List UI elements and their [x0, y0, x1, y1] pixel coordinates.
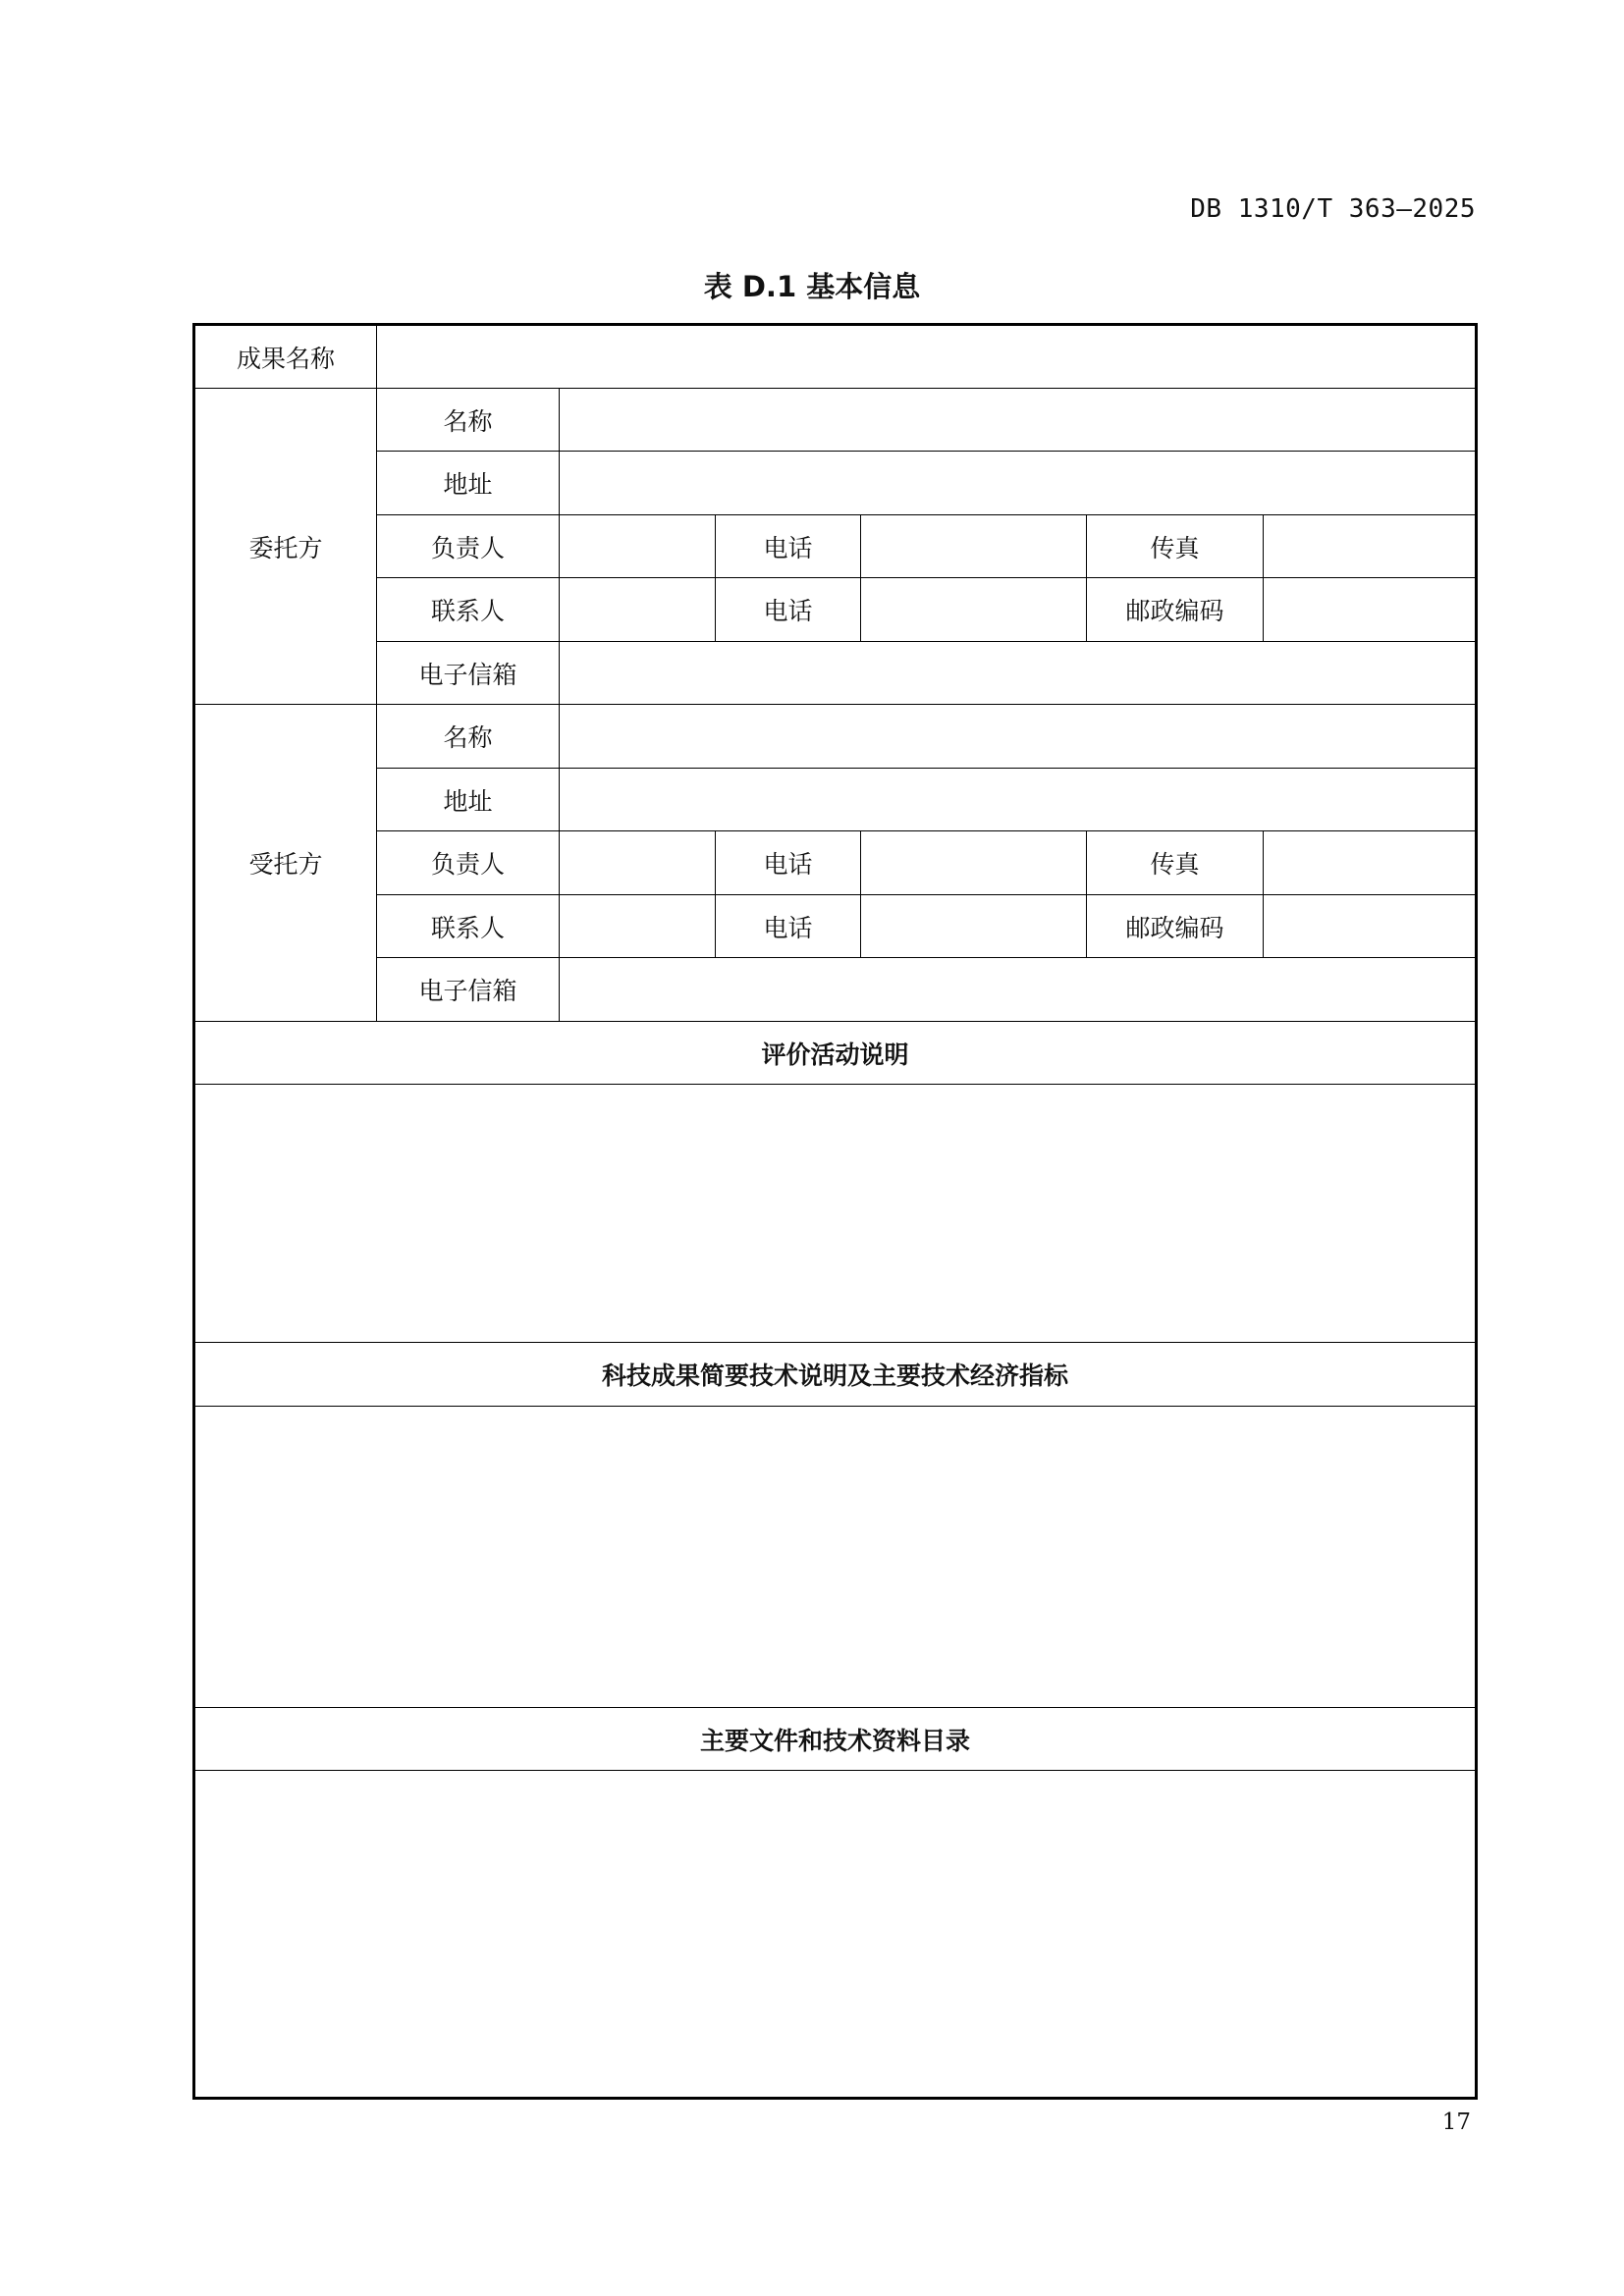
- tech-summary-section-header: 科技成果简要技术说明及主要技术经济指标: [194, 1343, 1477, 1407]
- client-contact-phone-field[interactable]: [861, 578, 1087, 642]
- contractor-contact-phone-label: 电话: [716, 895, 861, 958]
- contractor-name-label: 名称: [377, 705, 560, 769]
- contractor-fax-field[interactable]: [1264, 831, 1477, 895]
- contractor-contact-phone-field[interactable]: [861, 895, 1087, 958]
- achievement-name-field[interactable]: [377, 325, 1477, 389]
- contractor-address-label: 地址: [377, 769, 560, 831]
- contractor-phone-label: 电话: [716, 831, 861, 895]
- contractor-person-in-charge-label: 负责人: [377, 831, 560, 895]
- client-contact-label: 联系人: [377, 578, 560, 642]
- basic-info-table: [192, 323, 1478, 2100]
- client-person-in-charge-field[interactable]: [560, 515, 716, 578]
- evaluation-section-header: 评价活动说明: [194, 1022, 1477, 1085]
- documents-section-body[interactable]: [194, 1771, 1477, 2099]
- client-address-field[interactable]: [560, 452, 1477, 515]
- contractor-person-in-charge-field[interactable]: [560, 831, 716, 895]
- table-title: 表 D.1 基本信息: [703, 270, 921, 303]
- contractor-group-label: 受托方: [194, 705, 377, 1022]
- client-email-field[interactable]: [560, 642, 1477, 705]
- client-person-in-charge-label: 负责人: [377, 515, 560, 578]
- client-address-label: 地址: [377, 452, 560, 515]
- contractor-name-field[interactable]: [560, 705, 1477, 769]
- page-number: 17: [1441, 2109, 1471, 2135]
- client-contact-phone-label: 电话: [716, 578, 861, 642]
- client-contact-field[interactable]: [560, 578, 716, 642]
- tech-summary-section-body[interactable]: [194, 1407, 1477, 1708]
- evaluation-section-body[interactable]: [194, 1085, 1477, 1343]
- contractor-email-label: 电子信箱: [377, 958, 560, 1022]
- contractor-phone-field[interactable]: [861, 831, 1087, 895]
- client-group-label: 委托方: [194, 389, 377, 705]
- contractor-fax-label: 传真: [1087, 831, 1264, 895]
- standard-code: DB 1310/T 363—2025: [1190, 194, 1476, 224]
- client-email-label: 电子信箱: [377, 642, 560, 705]
- contractor-postcode-label: 邮政编码: [1087, 895, 1264, 958]
- client-name-field[interactable]: [560, 389, 1477, 452]
- documents-section-header: 主要文件和技术资料目录: [194, 1708, 1477, 1771]
- achievement-name-label: 成果名称: [194, 325, 377, 389]
- client-phone-field[interactable]: [861, 515, 1087, 578]
- contractor-postcode-field[interactable]: [1264, 895, 1477, 958]
- client-postcode-field[interactable]: [1264, 578, 1477, 642]
- client-postcode-label: 邮政编码: [1087, 578, 1264, 642]
- client-fax-field[interactable]: [1264, 515, 1477, 578]
- client-fax-label: 传真: [1087, 515, 1264, 578]
- contractor-contact-label: 联系人: [377, 895, 560, 958]
- contractor-contact-field[interactable]: [560, 895, 716, 958]
- client-phone-label: 电话: [716, 515, 861, 578]
- contractor-email-field[interactable]: [560, 958, 1477, 1022]
- contractor-address-field[interactable]: [560, 769, 1477, 831]
- client-name-label: 名称: [377, 389, 560, 452]
